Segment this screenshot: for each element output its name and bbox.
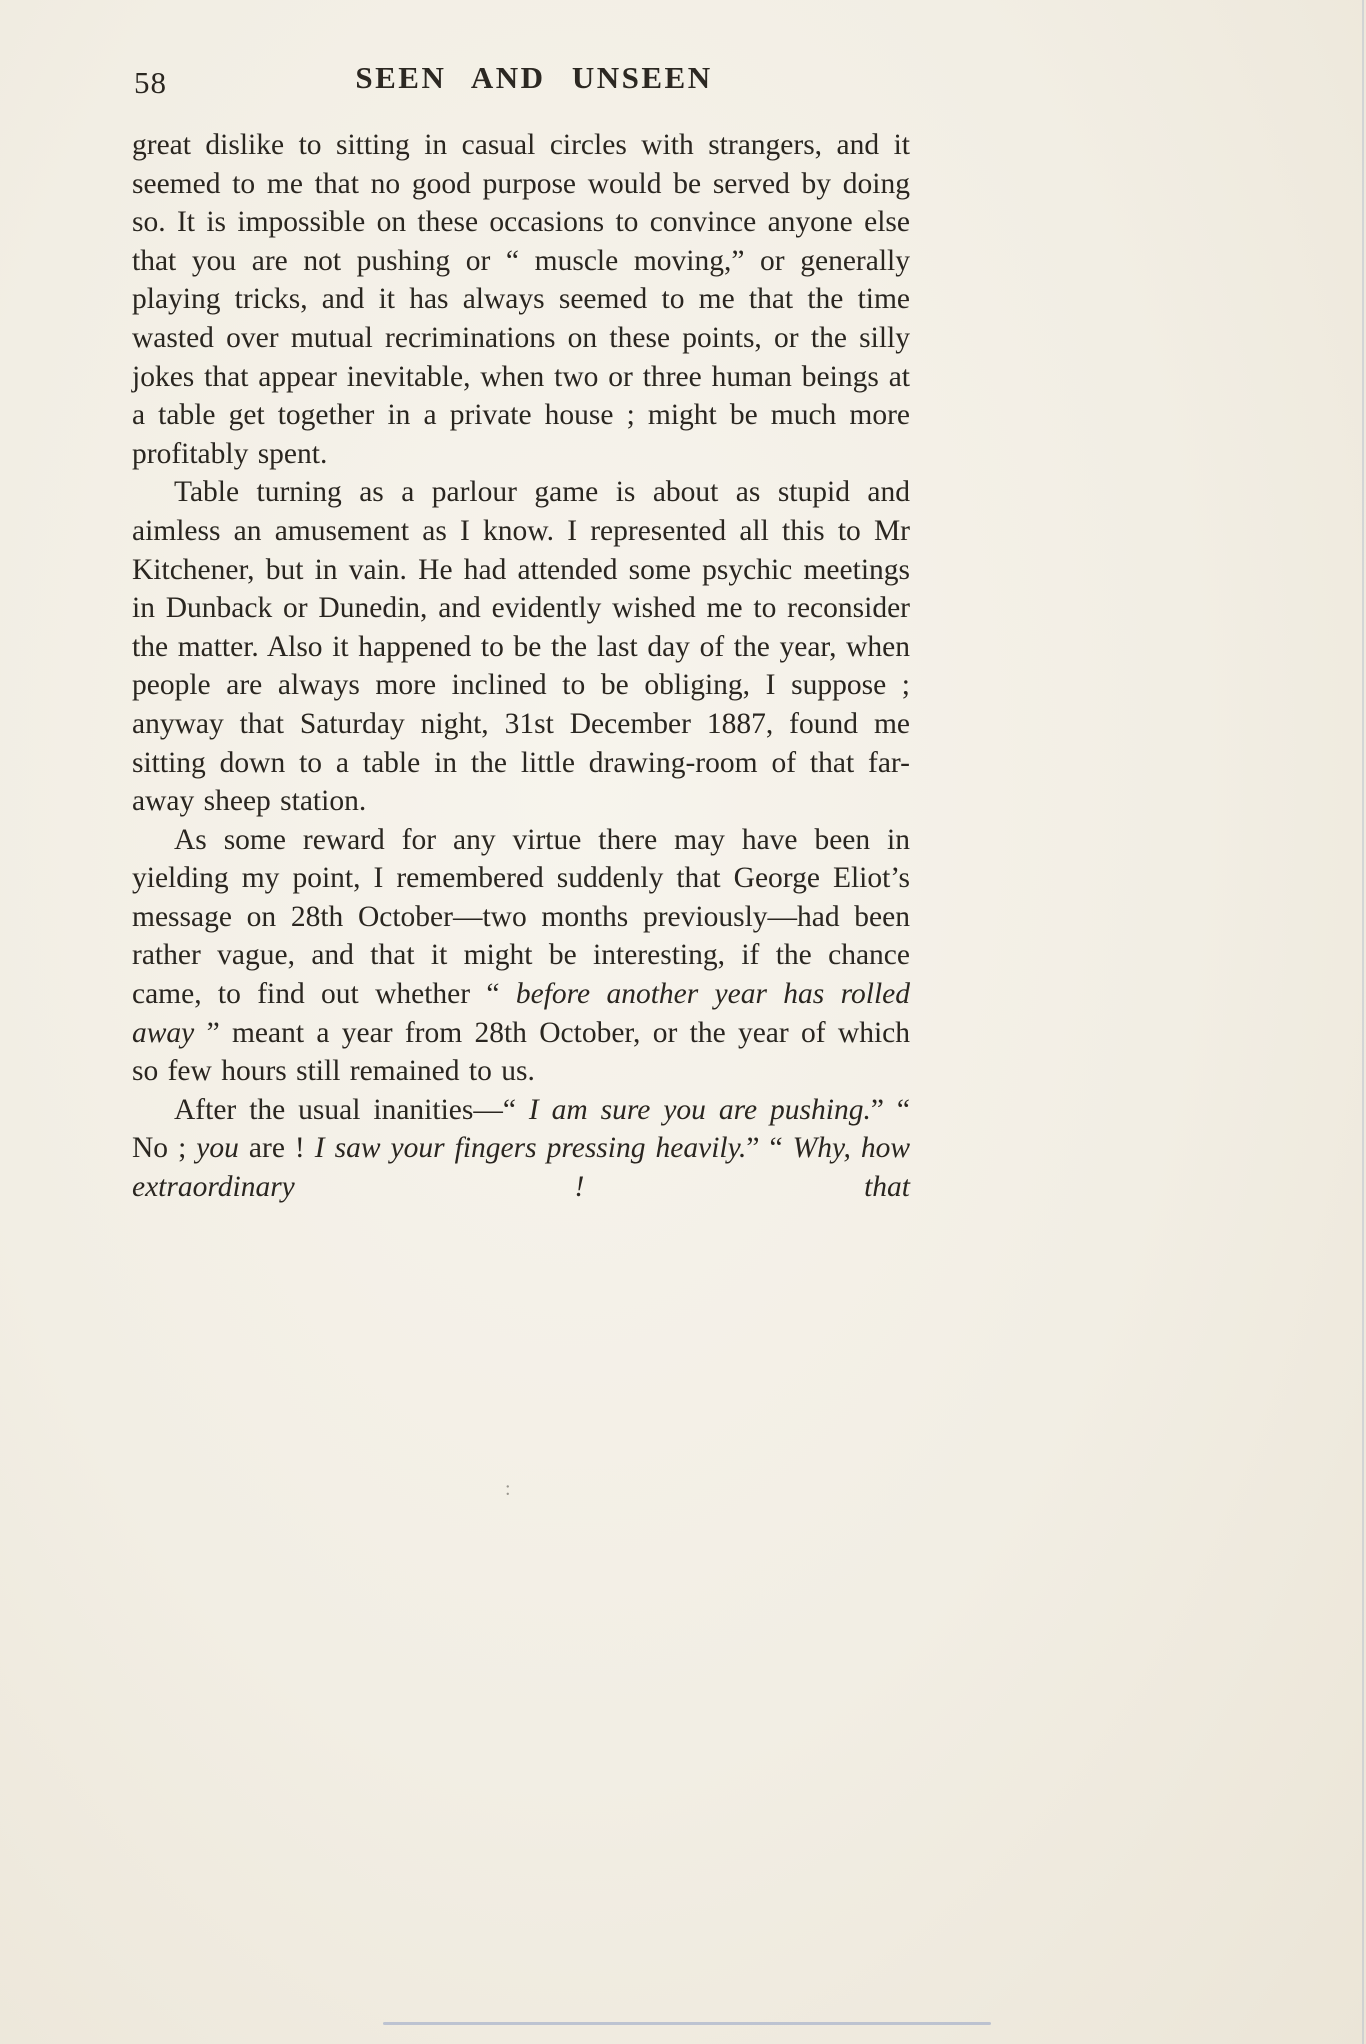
paragraph xyxy=(132,126,910,473)
paragraph xyxy=(132,821,910,1091)
paragraph xyxy=(132,1091,910,1207)
text-run: ” meant a year from 28th October, or the year of which so few hours still remained to us. xyxy=(132,1016,910,1088)
text-run: ” “ xyxy=(746,1132,793,1165)
text-run: Table turning as a parlour game is about as stupid and aimless an amusement as I know. I represented all this to Mr Kitchener, but in vain. He had attended some psychic meetings in Dunback or Dunedin, and evidently wished me to reconsider the matter. Also it happened to be the last day of the year, when people are always more inclined to be obliging, I suppose ; anyway that Saturday night, 31st December 1887, found me sitting down to a table in the little drawing-room of that far-away sheep station. xyxy=(132,476,910,818)
page-header xyxy=(132,60,910,114)
italic-text-run: I am sure you are pushing. xyxy=(528,1093,871,1126)
italic-text-run: before another year has rolled away xyxy=(132,978,910,1049)
text-run: are ! xyxy=(238,1132,315,1165)
text-run: As some reward for any virtue there may have been in yielding my point, I remembered suddenly that George Eliot’s message on 28th October—two months previously—had been rather vague, and that it might be interesting, if the chance came, to find out whether “ xyxy=(132,823,910,1011)
page-body xyxy=(132,126,910,1207)
text-run: After the usual inanities—“ xyxy=(174,1093,529,1126)
scan-artifact-mark: : xyxy=(505,1478,511,1500)
italic-text-run: you xyxy=(196,1132,239,1165)
scan-artifact-bottom-line xyxy=(383,2022,991,2025)
paragraph xyxy=(132,473,910,820)
text-run: ” “ No ; xyxy=(132,1093,910,1165)
text-run: great dislike to sitting in casual circles with strangers, and it seemed to me that no good purpose would be served by doing so. It is impossible on these occasions to convince anyone else that you are not pushing or “ muscle moving,” or generally playing tricks, and it has always seemed to me that the time wasted over mutual recriminations on these points, or the silly jokes that appear inevitable, when two or three human beings at a table get together in a private house ; might be much more profitably spent. xyxy=(132,129,910,470)
italic-text-run: Why, how extraordinary ! that xyxy=(132,1132,911,1204)
text-block xyxy=(132,60,910,1207)
scan-artifact-right-edge xyxy=(1362,0,1364,2044)
italic-text-run: I saw your fingers pressing heavily. xyxy=(314,1132,747,1165)
page-number: 58 xyxy=(134,65,167,100)
running-title: SEEN AND UNSEEN xyxy=(355,60,713,95)
